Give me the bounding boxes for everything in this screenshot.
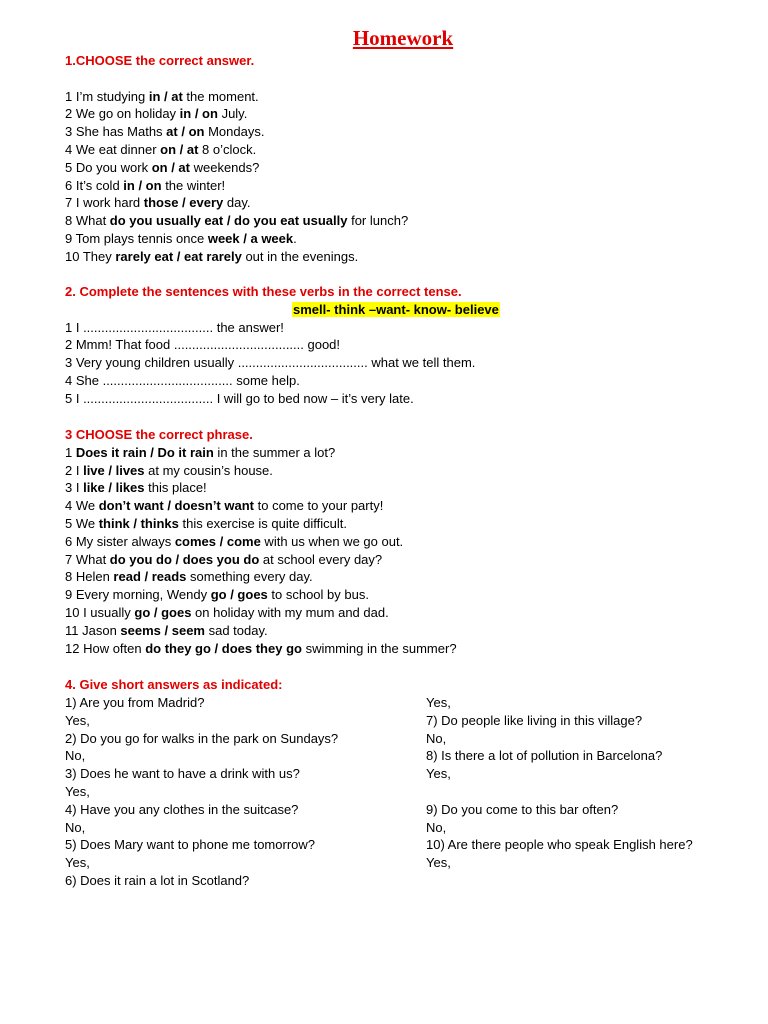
short-answer-line: 6) Does it rain a lot in Scotland? [65,872,250,888]
question-text: day. [223,195,251,211]
question-text: 10 I usually [65,604,135,620]
short-answer-line: 8) Is there a lot of pollution in Barcelona? [426,748,663,764]
question-text: at my cousin’s house. [144,462,273,478]
answer-options: do they go / does they go [145,640,302,656]
section-3 [65,426,745,657]
verb-box-row [65,301,745,319]
question-text: weekends? [189,159,260,175]
question-line [65,497,745,515]
question-line [65,390,745,408]
question-text: 1 [65,444,76,460]
answer-options: in / on [179,106,218,122]
question-line [65,372,745,390]
question-line [65,88,745,106]
question-line [65,640,745,658]
section-4-right-column [426,694,766,872]
question-line [65,354,745,372]
question-text: on holiday with my mum and dad. [191,604,389,620]
short-answer-line: 3) Does he want to have a drink with us? [65,766,300,782]
question-line [65,123,745,141]
short-answer-line [426,783,766,801]
section-4-left-column [65,694,405,890]
question-line [65,622,745,640]
question-text: out in the evenings. [241,248,359,264]
question-text: for lunch? [347,213,409,229]
question-line [65,444,745,462]
answer-options: at / on [166,124,205,140]
question-text: 8 o’clock. [198,141,257,157]
question-text: 6 My sister always [65,533,175,549]
question-text: to school by bus. [267,587,369,603]
question-text: swimming in the summer? [301,640,457,656]
section-4-heading: 4. Give short answers as indicated: [65,677,283,692]
short-answer-line: No, [65,819,86,835]
answer-options: like / likes [83,480,145,496]
short-answer-line: Yes, [426,855,451,871]
answer-options: those / every [143,195,224,211]
spacer [65,70,745,88]
question-line [65,177,745,195]
question-line [65,515,745,533]
section-1 [65,52,745,266]
short-answer-line: No, [426,819,447,835]
answer-options: week / a week [207,230,294,246]
short-answer-line: Yes, [65,783,90,799]
question-line [65,462,745,480]
question-text: the moment. [182,88,259,104]
answer-options: do you do / does you do [109,551,260,567]
question-text: the winter! [161,177,226,193]
short-answer-line: 1) Are you from Madrid? [65,695,205,710]
question-line [65,586,745,604]
question-text: this place! [144,480,207,496]
question-text: 3 I [65,480,84,496]
question-text: Mondays. [204,124,265,140]
answer-options: on / at [160,141,199,157]
short-answer-line: 7) Do people like living in this village? [426,712,643,728]
section-2-list [65,319,745,408]
short-answer-line: 9) Do you come to this bar often? [426,801,619,817]
question-text: 3 She has Maths [65,124,167,140]
question-text: sad today. [205,622,268,638]
question-text: 7 What [65,551,110,567]
question-line [65,141,745,159]
short-answer-line: Yes, [426,766,451,782]
question-text: 9 Tom plays tennis once [65,230,208,246]
question-text: 7 I work hard [65,195,144,211]
section-1-heading: 1.CHOOSE the correct answer. [65,53,255,68]
short-answer-line: 4) Have you any clothes in the suitcase? [65,801,299,817]
verb-box: smell- think –want- know- believe [293,301,499,317]
section-1-list [65,88,745,266]
section-4 [65,676,745,694]
section-2-heading: 2. Complete the sentences with these verbs in the correct tense. [65,284,462,299]
question-text: something every day. [186,569,313,585]
short-answer-line: No, [65,748,86,764]
section-2 [65,283,745,408]
answer-options: rarely eat / eat rarely [115,248,242,264]
answer-options: go / goes [210,587,268,603]
answer-options: read / reads [113,569,187,585]
question-text: this exercise is quite difficult. [178,515,348,531]
answer-options: think / thinks [98,515,179,531]
short-answer-line: Yes, [65,855,90,871]
question-text: 4 We eat dinner [65,141,161,157]
question-text: to come to your party! [254,498,384,514]
short-answer-line: 2) Do you go for walks in the park on Sundays? [65,730,339,746]
question-line [65,336,745,354]
question-line [65,568,745,586]
question-text: 5 I .................................... I will go to bed now – it’s very late. [65,390,414,406]
answer-options: in / on [123,177,162,193]
question-text: 1 I’m studying [65,88,149,104]
answer-options: live / lives [83,462,145,478]
question-text: 2 Mmm! That food .................................... good! [65,337,341,353]
answer-options: in / at [148,88,183,104]
question-line [65,319,745,337]
short-answer-line: Yes, [426,695,451,710]
question-text: 9 Every morning, Wendy [65,587,211,603]
question-line [65,533,745,551]
question-text: with us when we go out. [260,533,404,549]
question-text: 12 How often [65,640,146,656]
question-text: in the summer a lot? [213,444,336,460]
question-text: 11 Jason [65,622,121,638]
answer-options: Does it rain / Do it rain [75,444,214,460]
question-text: 5 We [65,515,99,531]
question-text: July. [217,106,248,122]
question-line [65,159,745,177]
question-text: 8 Helen [65,569,114,585]
question-text: 4 She .................................... some help. [65,372,300,388]
question-text: 8 What [65,213,110,229]
question-text: at school every day? [259,551,383,567]
question-text: 2 I [65,462,84,478]
question-line [65,105,745,123]
question-text: 2 We go on holiday [65,106,180,122]
question-line [65,604,745,622]
question-line [65,194,745,212]
question-line [65,551,745,569]
question-text: 1 I .................................... the answer! [65,319,284,335]
question-line [65,479,745,497]
short-answer-line: Yes, [65,712,90,728]
answer-options: seems / seem [120,622,205,638]
question-text: 10 They [65,248,116,264]
question-text: . [293,230,297,246]
answer-options: on / at [151,159,190,175]
question-text: 5 Do you work [65,159,152,175]
answer-options: go / goes [134,604,192,620]
short-answer-line: No, [426,730,447,746]
question-text: 6 It’s cold [65,177,124,193]
short-answer-line: 5) Does Mary want to phone me tomorrow? [65,837,315,853]
question-text: 3 Very young children usually .................................... what we tell them. [65,355,476,371]
question-line [65,248,745,266]
section-3-list [65,444,745,658]
section-3-heading: 3 CHOOSE the correct phrase. [65,427,253,442]
question-line [65,230,745,248]
answer-options: comes / come [174,533,261,549]
question-line [65,212,745,230]
page-title: Homework [352,26,454,50]
question-text: 4 We [65,498,99,514]
answer-options: don’t want / doesn’t want [98,498,254,514]
short-answer-line: 10) Are there people who speak English here? [426,837,693,853]
answer-options: do you usually eat / do you eat usually [109,213,348,229]
